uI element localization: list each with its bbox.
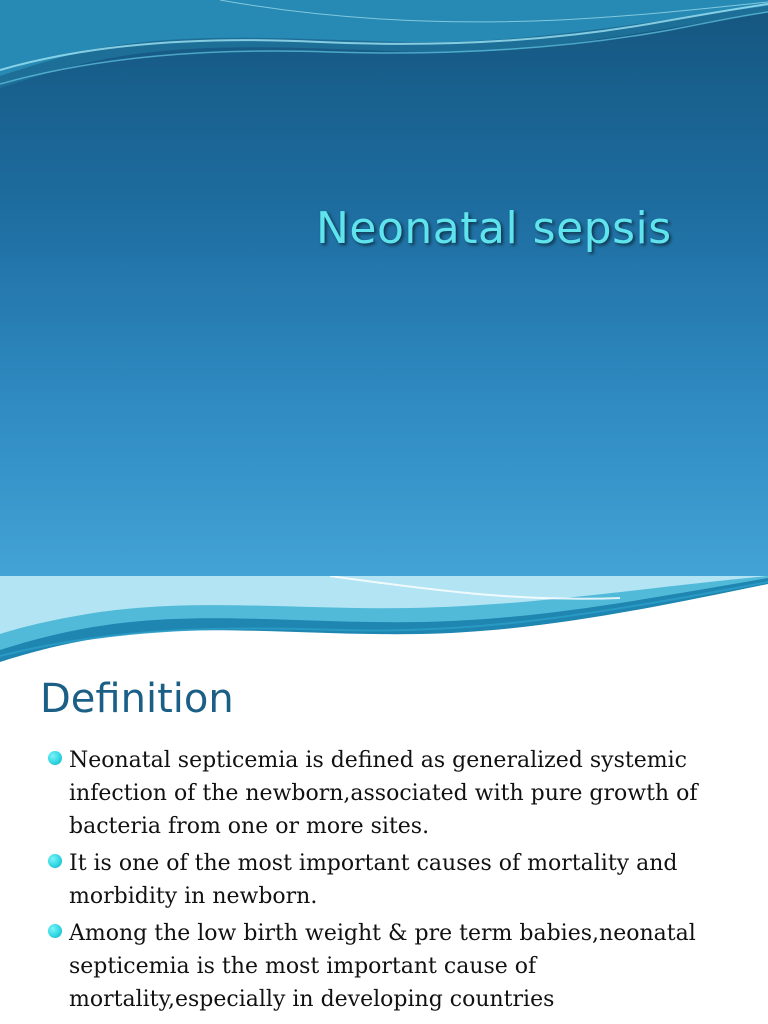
bullet-dot-icon [48, 854, 62, 868]
bullet-list [46, 744, 746, 1020]
bullet-dot-icon [48, 751, 62, 765]
slide-title: Neonatal sepsis [316, 203, 672, 254]
definition-slide [0, 576, 768, 1024]
bullet-item [46, 744, 746, 843]
bullet-text: Neonatal septicemia is defined as generalized systemic infection of the newborn,associated with pure growth of bacteria from one or more sites. [69, 748, 698, 839]
bullet-item [46, 917, 746, 1016]
bullet-dot-icon [48, 924, 62, 938]
decorative-wave [0, 576, 768, 671]
bullet-text: Among the low birth weight & pre term babies,neonatal septicemia is the most important cause of mortality,especially in developing countries [69, 921, 696, 1012]
bullet-text: It is one of the most important causes of mortality and morbidity in newborn. [69, 851, 678, 909]
decorative-wave [0, 0, 768, 110]
bullet-item [46, 847, 746, 913]
slide-heading: Definition [40, 676, 234, 722]
